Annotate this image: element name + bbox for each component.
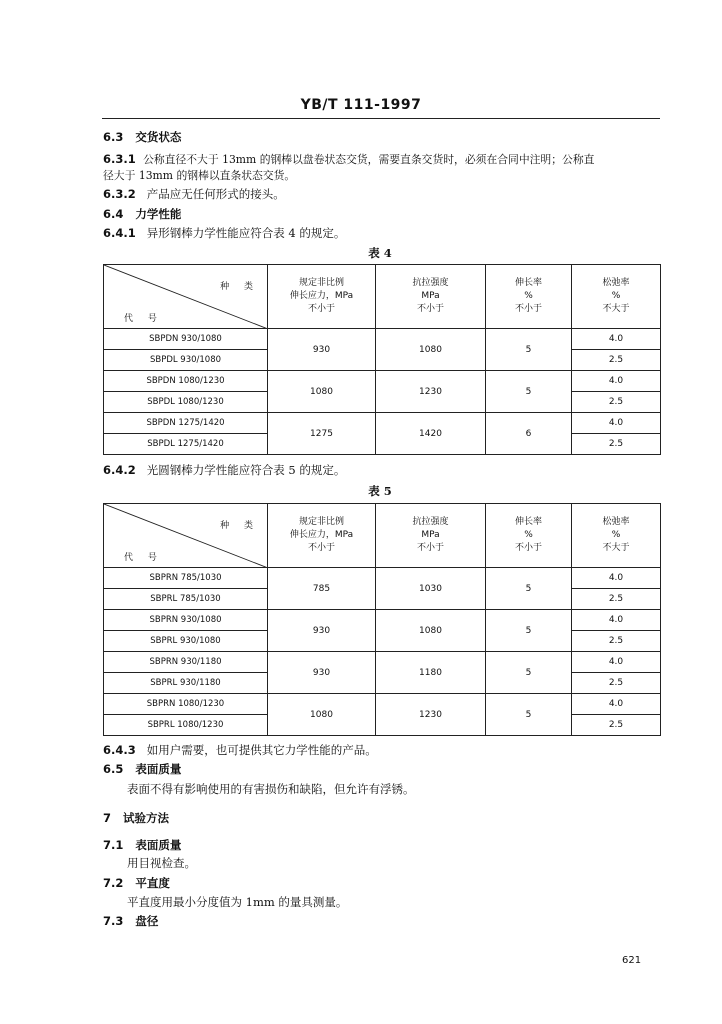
section-6-3-heading: 6.3 交货状态 [103,130,182,144]
table5 [103,503,661,736]
table-row: SBPRL 785/1030 2.5 [104,589,661,610]
table-row: SBPRL 1080/1230 2.5 [104,715,661,736]
diag-bottom-label: 代 号 [124,314,163,324]
section-6-3-1-line1: 6.3.1 公称直径不大于 13mm 的钢棒以盘卷状态交货，需要直条交货时，必须在合同中注明；公称直 [103,152,595,166]
section-6-3-1-line2: 径大于 13mm 的钢棒以直条状态交货。 [103,169,296,182]
table-row: SBPDN 1275/1420 1275 1420 6 4.0 [104,413,661,434]
section-7-1-heading: 7.1 表面质量 [103,838,182,852]
section-6-5-body: 表面不得有影响使用的有害损伤和缺陷，但允许有浮锈。 [127,782,415,796]
table5-col-tensile: 抗拉强度 MPa 不小于 [376,504,486,568]
page-header-title: YB/T 111-1997 [300,97,422,113]
section-6-4-heading: 6.4 力学性能 [103,207,182,221]
section-6-4-3: 6.4.3 如用户需要，也可提供其它力学性能的产品。 [103,743,377,757]
table-row: SBPDN 1080/1230 1080 1230 5 4.0 [104,371,661,392]
table4-caption: 表 4 [368,246,392,260]
table-row: SBPRN 1080/1230 1080 1230 5 4.0 [104,694,661,715]
diag-top-label: 种 类 [220,282,259,292]
table5-col-relaxation: 松弛率 % 不大于 [572,504,661,568]
table4-col-relaxation: 松弛率 % 不大于 [572,265,661,329]
table5-col-elongation: 伸长率 % 不小于 [486,504,572,568]
header-rule [102,118,660,119]
table5-caption: 表 5 [368,484,392,498]
diag-top-label: 种 类 [220,521,259,531]
table4-diagonal-header [104,265,268,329]
section-7-2-body: 平直度用最小分度值为 1mm 的量具测量。 [127,895,348,909]
table4-col-elongation: 伸长率 % 不小于 [486,265,572,329]
table-row: SBPDL 1080/1230 2.5 [104,392,661,413]
section-6-4-2: 6.4.2 光圆钢棒力学性能应符合表 5 的规定。 [103,463,346,477]
section-6-4-1: 6.4.1 异形钢棒力学性能应符合表 4 的规定。 [103,226,346,240]
table5-diagonal-header [104,504,268,568]
section-6-5-heading: 6.5 表面质量 [103,762,182,776]
table-row: SBPDL 1275/1420 2.5 [104,434,661,455]
table-row: SBPRL 930/1080 2.5 [104,631,661,652]
table-row: SBPDL 930/1080 2.5 [104,350,661,371]
table-row: SBPRN 785/1030 785 1030 5 4.0 [104,568,661,589]
table-row: SBPRN 930/1180 930 1180 5 4.0 [104,652,661,673]
table-row: SBPRN 930/1080 930 1080 5 4.0 [104,610,661,631]
table4-col-tensile: 抗拉强度 MPa 不小于 [376,265,486,329]
section-6-3-2: 6.3.2 产品应无任何形式的接头。 [103,187,285,201]
table5-col-stress: 规定非比例 伸长应力，MPa 不小于 [268,504,376,568]
table-row: SBPDN 930/1080 930 1080 5 4.0 [104,329,661,350]
section-7-3-heading: 7.3 盘径 [103,914,159,928]
section-7-2-heading: 7.2 平直度 [103,876,170,890]
page-number: 621 [622,955,642,966]
table-row: SBPRL 930/1180 2.5 [104,673,661,694]
table4 [103,264,661,455]
table4-col-stress: 规定非比例 伸长应力，MPa 不小于 [268,265,376,329]
section-7-1-body: 用目视检查。 [127,856,196,870]
section-7-heading: 7 试验方法 [103,811,170,825]
diag-bottom-label: 代 号 [124,553,163,563]
